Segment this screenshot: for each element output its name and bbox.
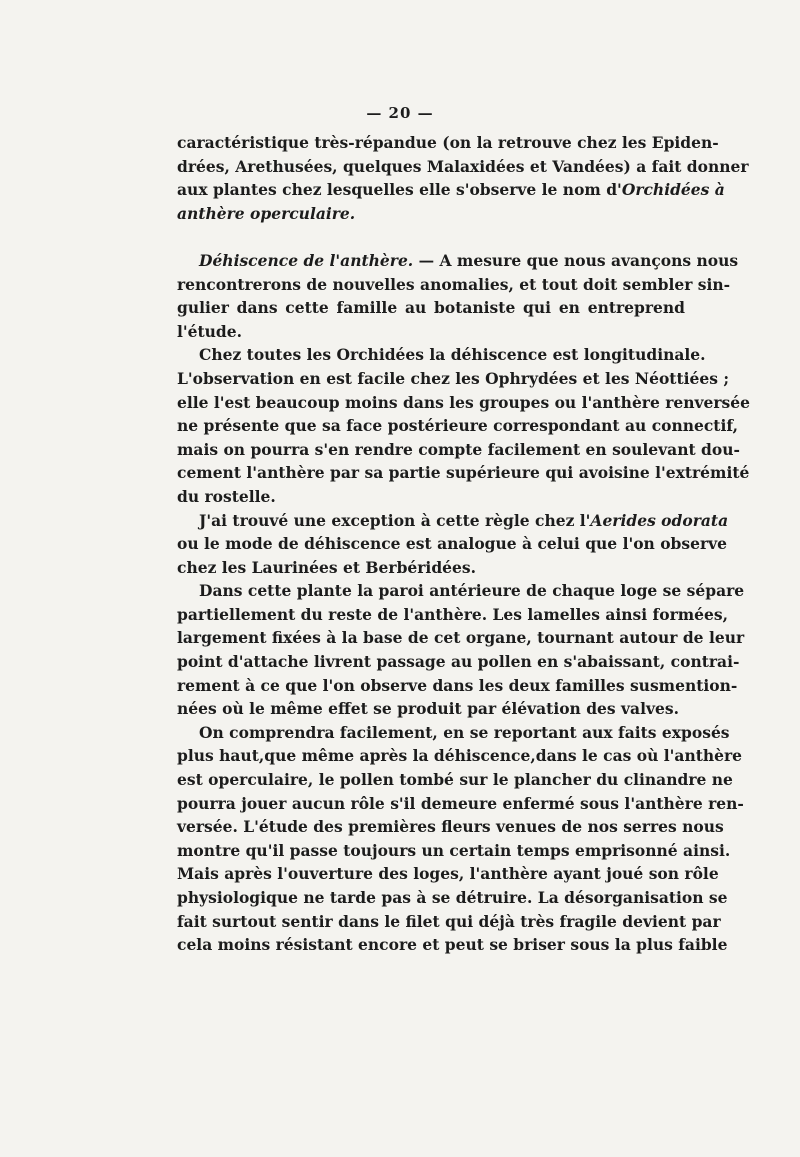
- text-line: [177, 320, 685, 344]
- text-segment: l'étude.: [177, 321, 243, 341]
- text-line: [177, 155, 749, 179]
- text-segment: du rostelle.: [177, 486, 276, 506]
- text-segment: J'ai trouvé une exception à cette règle chez l': [199, 510, 591, 530]
- text-segment: L'observation en est facile chez les Ophrydées et les Néottiées ;: [177, 368, 730, 388]
- text-line: [177, 839, 731, 863]
- italic-text-segment: Déhiscence de l'anthère.: [199, 250, 414, 270]
- text-segment: partiellement du reste de l'anthère. Les lamelles ainsi formées,: [177, 604, 728, 624]
- text-segment: mais on pourra s'en rendre compte facilement en soulevant dou-: [177, 439, 740, 459]
- paragraph: [177, 579, 745, 721]
- paragraph: [177, 131, 749, 225]
- text-segment: montre qu'il passe toujours un certain temps emprisonné ainsi.: [177, 840, 731, 860]
- page-number: — 20 —: [366, 104, 434, 122]
- text-segment: plus haut,que même après la déhiscence,dans le cas où l'anthère: [177, 746, 743, 766]
- text-segment: chez les Laurinées et Berbéridées.: [177, 557, 477, 577]
- text-line: [177, 202, 685, 226]
- paragraph: [177, 249, 739, 343]
- text-line: [177, 933, 728, 957]
- text-segment: versée. L'étude des premières fleurs venues de nos serres nous: [177, 817, 724, 837]
- text-line: [177, 273, 731, 297]
- text-segment: rencontrerons de nouvelles anomalies, et tout doit sembler sin-: [177, 274, 731, 294]
- text-segment: cement l'anthère par sa partie supérieure qui avoisine l'extrémité: [177, 463, 750, 483]
- text-segment: caractéristique très-répandue (on la retrouve chez les Epiden-: [177, 133, 719, 152]
- text-segment: rement à ce que l'on observe dans les deux familles susmention-: [177, 675, 738, 695]
- text-line: [177, 744, 743, 768]
- text-line: [177, 343, 706, 367]
- text-line: [177, 391, 751, 415]
- text-segment: gulier dans cette famille au botaniste qui en entreprend: [177, 298, 685, 318]
- text-line: [177, 815, 724, 839]
- text-segment: ou le mode de déhiscence est analogue à celui que l'on observe: [177, 534, 728, 554]
- text-segment: Chez toutes les Orchidées la déhiscence est longitudinale.: [199, 345, 706, 365]
- text-line: [177, 461, 750, 485]
- body-text: [177, 131, 751, 957]
- text-segment: Dans cette plante la paroi antérieure de chaque loge se sépare: [199, 581, 745, 601]
- text-segment: drées, Arethusées, quelques Malaxidées et Vandées) a fait donner: [177, 156, 749, 176]
- text-segment: largement fixées à la base de cet organe, tournant autour de leur: [177, 628, 745, 648]
- text-segment: physiologique ne tarde pas à se détruire. La désorganisation se: [177, 888, 728, 907]
- text-line: [177, 532, 728, 556]
- text-segment: ne présente que sa face postérieure correspondant au connectif,: [177, 416, 739, 436]
- text-line: [177, 414, 739, 438]
- text-segment: Mais après l'ouverture des loges, l'anthère ayant joué son rôle: [177, 864, 719, 884]
- text-segment: aux plantes chez lesquelles elle s'observe le nom d': [177, 180, 622, 200]
- text-segment: est operculaire, le pollen tombé sur le plancher du clinandre ne: [177, 770, 733, 790]
- paragraph-gap: [177, 225, 685, 249]
- text-line: [177, 579, 745, 603]
- text-line: [177, 178, 725, 202]
- text-line: [177, 556, 685, 580]
- paragraph: [177, 721, 744, 957]
- text-line: [177, 626, 745, 650]
- text-line: [177, 650, 740, 674]
- text-line: [177, 603, 728, 627]
- text-line: [177, 367, 730, 391]
- text-line: [177, 131, 719, 155]
- text-line: [177, 910, 721, 934]
- text-line: [177, 721, 730, 745]
- paragraph: [177, 343, 751, 508]
- text-line: [177, 509, 729, 533]
- text-line: [177, 249, 739, 273]
- text-segment: — A mesure que nous avançons nous: [413, 250, 739, 270]
- paragraph: [177, 509, 729, 580]
- text-line: [177, 886, 728, 910]
- text-segment: pourra jouer aucun rôle s'il demeure enfermé sous l'anthère ren-: [177, 793, 744, 813]
- text-segment: cela moins résistant encore et peut se briser sous la plus faible: [177, 935, 728, 955]
- text-line: [177, 697, 685, 721]
- text-line: [177, 485, 685, 509]
- text-line: [177, 862, 719, 886]
- italic-text-segment: anthère operculaire.: [177, 203, 356, 223]
- text-line: [177, 792, 744, 816]
- italic-text-segment: Aerides odorata: [590, 510, 729, 530]
- italic-text-segment: Orchidées à: [621, 180, 725, 200]
- text-segment: elle l'est beaucoup moins dans les groupes ou l'anthère renversée: [177, 392, 751, 412]
- text-line: [177, 674, 738, 698]
- text-segment: point d'attache livrent passage au pollen en s'abaissant, contrai-: [177, 652, 740, 672]
- text-line: [177, 438, 740, 462]
- text-line: [177, 768, 733, 792]
- text-segment: nées où le même effet se produit par élévation des valves.: [177, 699, 679, 719]
- text-line: [177, 296, 685, 320]
- text-segment: fait surtout sentir dans le filet qui déjà très fragile devient par: [177, 911, 721, 931]
- text-segment: On comprendra facilement, en se reportant aux faits exposés: [199, 722, 730, 742]
